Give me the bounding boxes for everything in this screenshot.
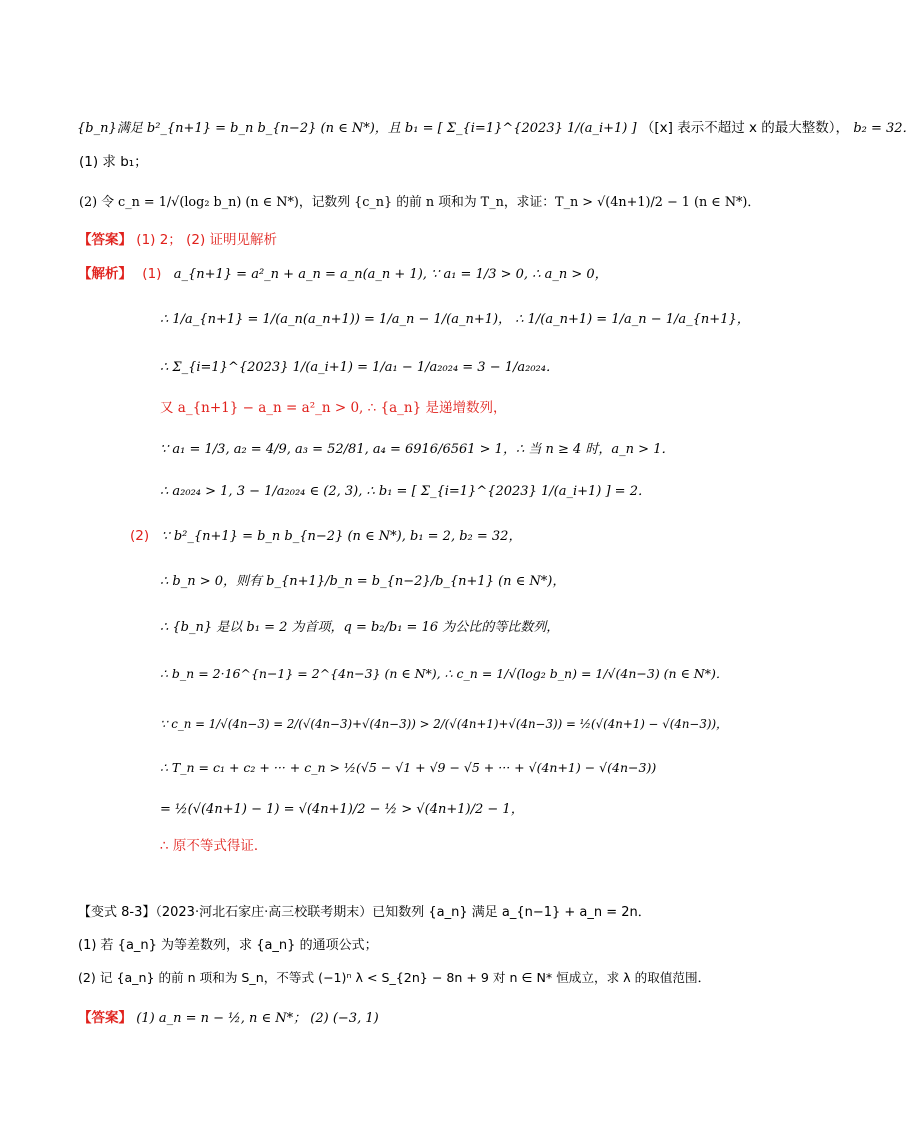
analysis-part1-step: ∴ Σ_{i=1}^{2023} 1/(a_i+1) = 1/a₁ − 1/a₂₀₂₄ = 3 − 1/a₂₀₂₄． [160,360,559,375]
answer-label: 【答案】 [78,232,132,248]
problem-line-1 [77,118,916,139]
analysis-part2-step: ∵ c_n = 1/√(4n−3) = 2/(√(4n−3)+√(4n−3)) > 2/(√(4n+1)+√(4n−3)) = ½(√(4n+1) − √(4n−3))， [160,717,728,731]
analysis-part2-step: ∴ T_n = c₁ + c₂ + ··· + c_n > ½(√5 − √1 + √9 − √5 + ··· + √(4n+1) − √(4n−3)) [160,760,657,775]
analysis-part2-step: ∵ b²_{n+1} = b_n b_{n−2} (n ∈ N*), b₁ = 2, b₂ = 32， [161,529,522,544]
analysis-part2-step: ∴ b_n > 0，则有 b_{n+1}/b_n = b_{n−2}/b_{n+1} (n ∈ N*)， [160,574,566,589]
analysis-label: 【解析】 [78,266,132,282]
variant-question-2: (2) 记 {a_n} 的前 n 项和为 S_n，不等式 (−1)ⁿ λ < S_{2n} − 8n + 9 对 n ∈ N* 恒成立，求 λ 的取值范围． [78,970,711,985]
answer-text: (1) 2； (2) 证明见解析 [136,232,278,248]
analysis-line-1 [78,264,608,285]
problem-b2: b₂ = 32． [853,121,916,136]
variant-answer-line [78,1008,379,1029]
analysis-part1-step: ∴ 1/a_{n+1} = 1/(a_n(a_n+1)) = 1/a_n − 1/(a_n+1)， ∴ 1/(a_n+1) = 1/a_n − 1/a_{n+1}， [160,312,750,327]
variant-header: 【变式 8-3】（2023·河北石家庄·高三校联考期末）已知数列 {a_n} 满足 a_{n−1} + a_n = 2n． [78,905,651,920]
problem-condition: {b_n}满足 b²_{n+1} = b_n b_{n−2} (n ∈ N*)，且 b₁ = [ Σ_{i=1}^{2023} 1/(a_i+1) ] [77,121,637,136]
analysis-part1-label: (1) [142,266,162,282]
analysis-conclusion: ∴ 原不等式得证． [160,838,268,854]
variant-answer-text: (1) a_n = n − ½, n ∈ N*； (2) (−3, 1) [136,1011,379,1026]
variant-question-1: (1) 若 {a_n} 为等差数列，求 {a_n} 的通项公式； [78,938,378,953]
problem-part-2: (2) 令 c_n = 1/√(log₂ b_n) (n ∈ N*)，记数列 {c_n} 的前 n 项和为 T_n，求证：T_n > √(4n+1)/2 − 1 (n ∈ N*)． [79,195,761,210]
analysis-part1-step: ∴ a₂₀₂₄ > 1, 3 − 1/a₂₀₂₄ ∈ (2, 3), ∴ b₁ = [ Σ_{i=1}^{2023} 1/(a_i+1) ] = 2． [160,484,651,499]
analysis-part2-label: (2) [130,528,150,544]
problem-note: （[x] 表示不超过 x 的最大整数）， [640,120,850,136]
analysis-part2-step: = ½(√(4n+1) − 1) = √(4n+1)/2 − ½ > √(4n+1)/2 − 1， [160,802,524,817]
answer-line [78,230,277,250]
problem-part-1: (1) 求 b₁； [79,154,148,170]
analysis-part2-step: ∴ {b_n} 是以 b₁ = 2 为首项，q = b₂/b₁ = 16 为公比的等比数列， [160,620,560,635]
analysis-part2-step: ∴ b_n = 2·16^{n−1} = 2^{4n−3} (n ∈ N*), ∴ c_n = 1/√(log₂ b_n) = 1/√(4n−3) (n ∈ N*)． [160,666,729,681]
analysis-line-part2 [130,526,521,547]
variant-answer-label: 【答案】 [78,1010,132,1026]
analysis-part1-step: 又 a_{n+1} − a_n = a²_n > 0, ∴ {a_n} 是递增数列， [160,400,507,416]
analysis-part1-step: ∵ a₁ = 1/3, a₂ = 4/9, a₃ = 52/81, a₄ = 6916/6561 > 1，∴ 当 n ≥ 4 时，a_n > 1． [160,442,675,457]
analysis-part1-step: a_{n+1} = a²_n + a_n = a_n(a_n + 1), ∵ a₁ = 1/3 > 0, ∴ a_n > 0， [173,267,608,282]
